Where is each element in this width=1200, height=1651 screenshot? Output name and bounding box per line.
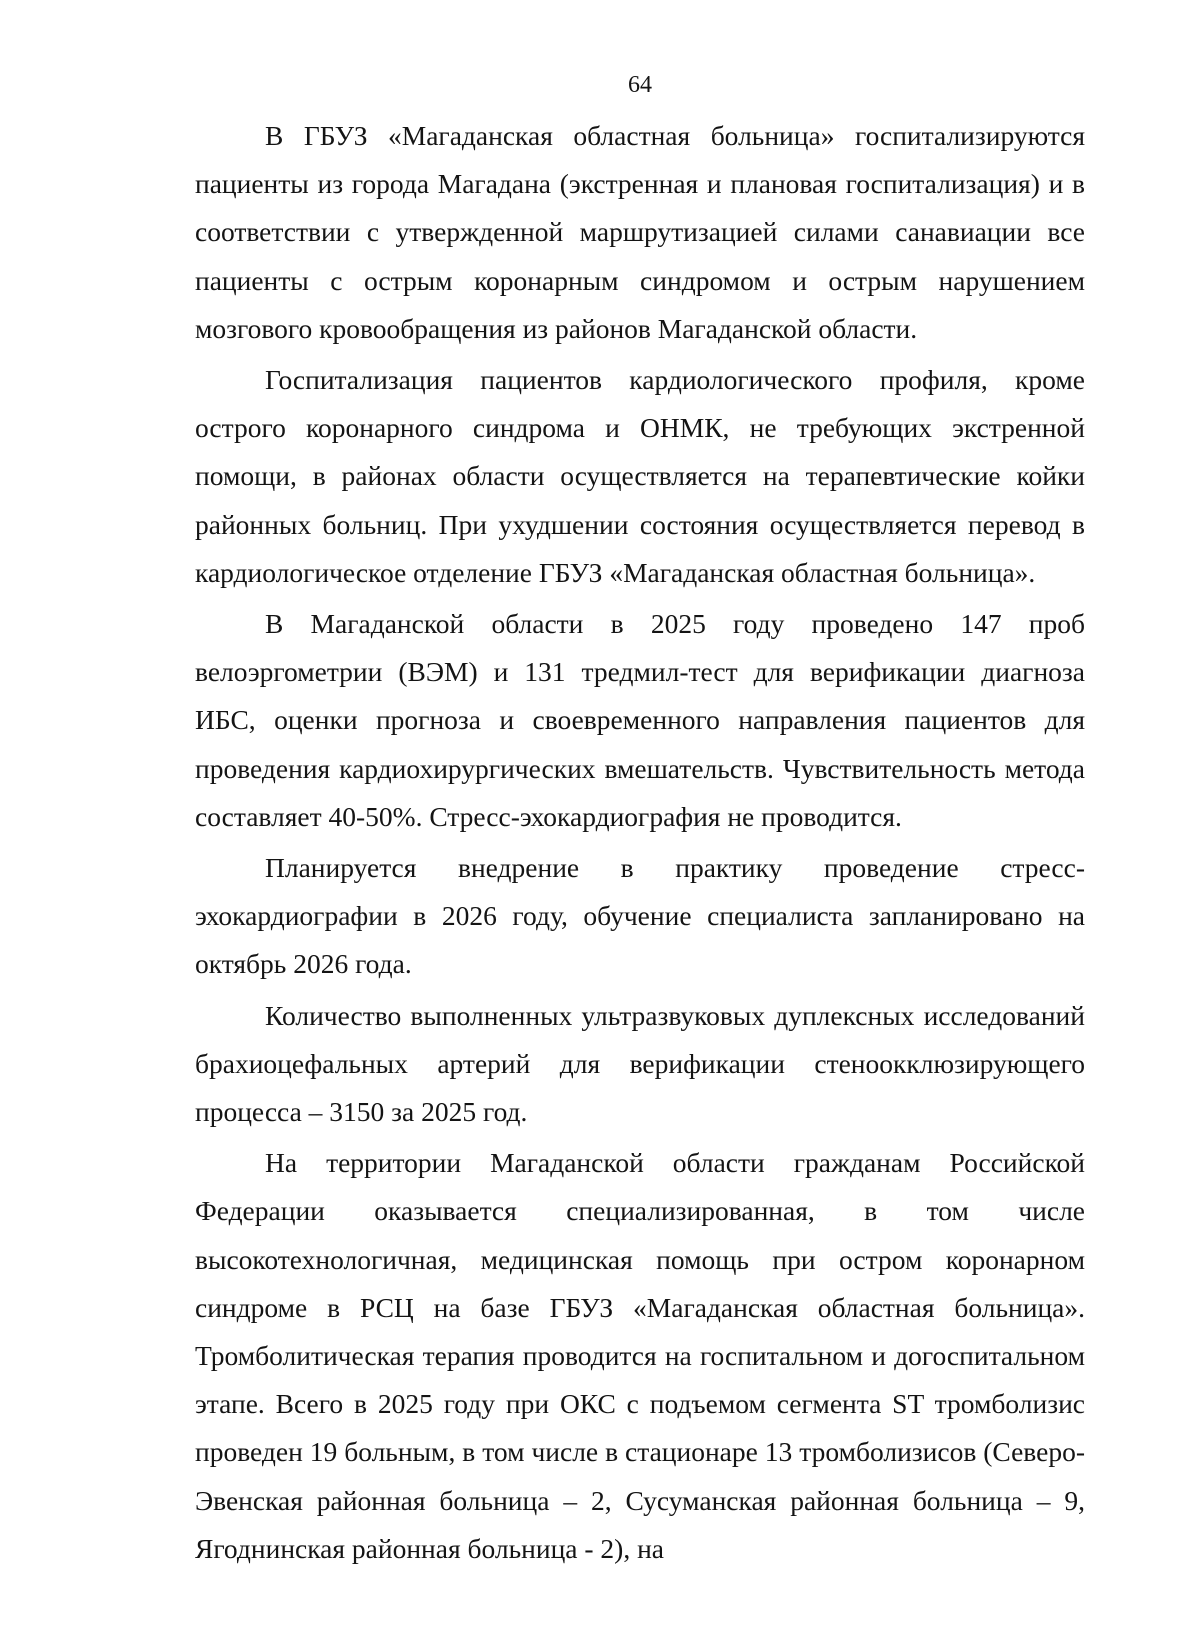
paragraph-duplex-studies: Количество выполненных ультразвуковых дуплексных исследований брахиоцефальных артерий для верификации стеноокклюзирующего процесса – 3150 за 2025 год. (195, 999, 1085, 1128)
page-number: 64 (628, 72, 652, 98)
paragraph-cardiology-profile: Госпитализация пациентов кардиологического профиля, кроме острого коронарного синдрома и ОНМК, не требующих экстренной помощи, в районах области осуществляется на терапевтические койки районных больниц. При ухудшении состояния осуществляется перевод в кардиологическое отделение ГБУЗ «Магаданская областная больница». (195, 364, 1085, 588)
paragraph-acute-coronary-care: На территории Магаданской области гражданам Российской Федерации оказывается специализированная, в том числе высокотехнологичная, медицинская помощь при остром коронарном синдроме в РСЦ на базе ГБУЗ «Магаданская областная больница». Тромболитическая терапия проводится на госпитальном и догоспитальном этапе. Всего в 2025 году при ОКС с подъемом сегмента ST тромболизис проведен 19 больным, в том числе в стационаре 13 тромболизисов (Северо-Эвенская районная больница – 2, Сусуманская районная больница – 9, Ягоднинская районная больница - 2), на (195, 1147, 1085, 1564)
document-body (195, 112, 1085, 1576)
paragraph-hospitalization: В ГБУЗ «Магаданская областная больница» госпитализируются пациенты из города Магадана (экстренная и плановая госпитализация) и в соответствии с утвержденной маршрутизацией силами санавиации все пациенты с острым коронарным синдромом и острым нарушением мозгового кровообращения из районов Магаданской области. (195, 120, 1085, 344)
paragraph-stress-echo-plan: Планируется внедрение в практику проведение стресс-эхокардиографии в 2026 году, обучение специалиста запланировано на октябрь 2026 года. (195, 852, 1085, 980)
paragraph-stress-tests: В Магаданской области в 2025 году проведено 147 проб велоэргометрии (ВЭМ) и 131 тредмил-тест для верификации диагноза ИБС, оценки прогноза и своевременного направления пациентов для проведения кардиохирургических вмешательств. Чувствительность метода составляет 40-50%. Стресс-эхокардиография не проводится. (195, 608, 1085, 832)
